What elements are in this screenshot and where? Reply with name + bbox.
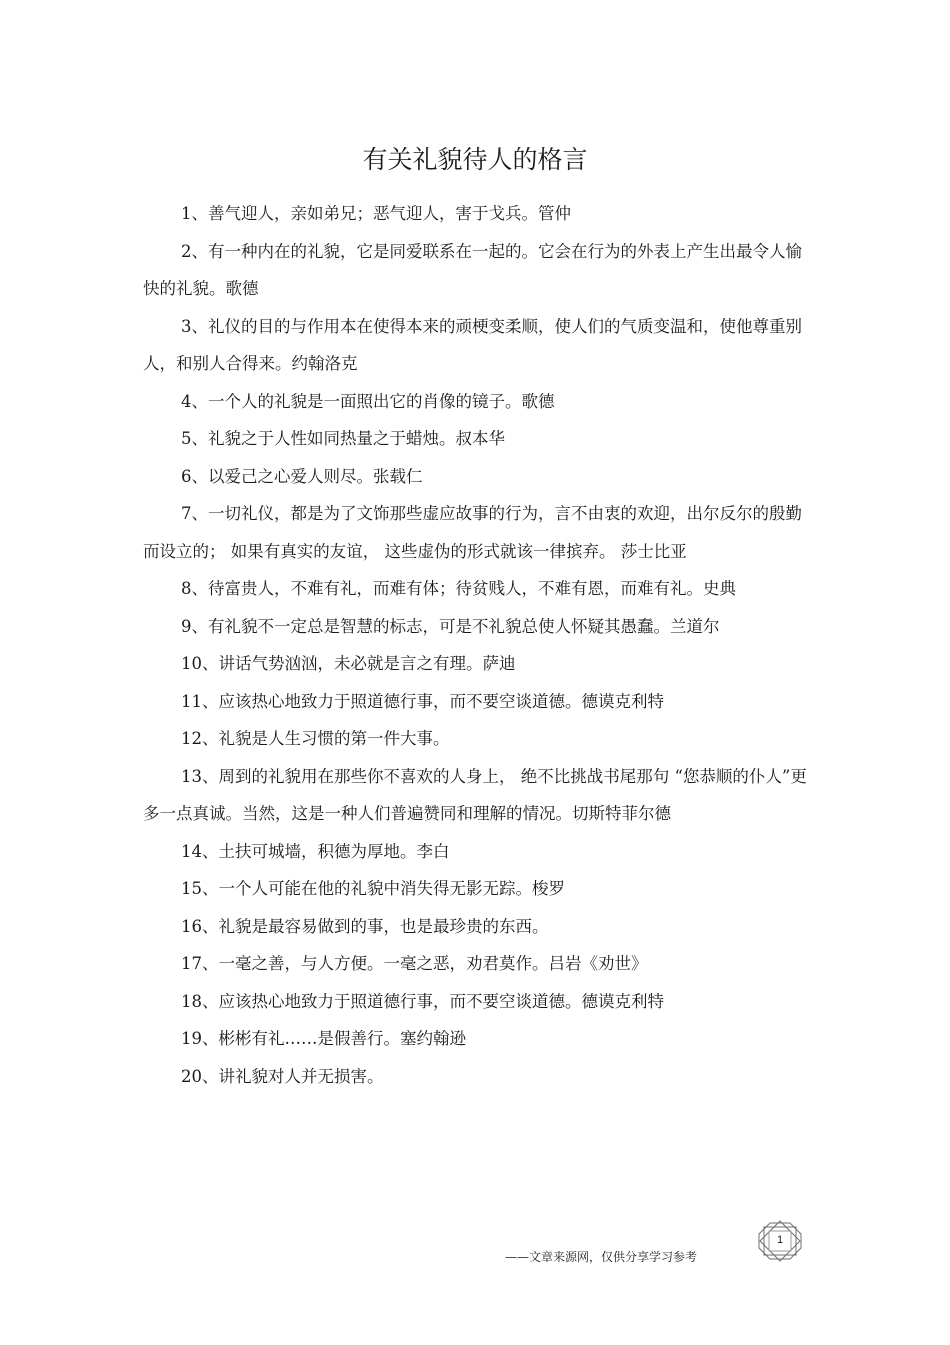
list-item: 15、一个人可能在他的礼貌中消失得无影无踪。梭罗 xyxy=(181,879,565,898)
list-item: 11、应该热心地致力于照道德行事，而不要空谈道德。德谟克利特 xyxy=(181,691,664,711)
footer-source-note: ——文章来源网，仅供分享学习参考 xyxy=(505,1250,698,1264)
page-title: 有关礼貌待人的格言 xyxy=(362,145,588,174)
list-item: 6、以爱己之心爱人则尽。张载仁 xyxy=(181,466,423,486)
quote-list xyxy=(143,195,807,1095)
page-number: 1 xyxy=(776,1234,784,1246)
list-item: 2、有一种内在的礼貌，它是同爱联系在一起的。它会在行为的外表上产生出最令人愉快的礼貌。歌德 xyxy=(143,241,802,298)
list-item: 4、一个人的礼貌是一面照出它的肖像的镜子。歌德 xyxy=(181,391,555,411)
list-item: 3、礼仪的目的与作用本在使得本来的顽梗变柔顺，使人们的气质变温和，使他尊重别人，和别人合得来。约翰洛克 xyxy=(143,316,802,373)
list-item: 12、礼貌是人生习惯的第一件大事。 xyxy=(181,729,450,748)
list-item: 1、善气迎人，亲如弟兄；恶气迎人，害于戈兵。管仲 xyxy=(181,204,571,223)
list-item: 20、讲礼貌对人并无损害。 xyxy=(181,1066,384,1086)
list-item: 8、待富贵人，不难有礼，而难有体；待贫贱人，不难有恩，而难有礼。史典 xyxy=(181,579,736,598)
list-item: 16、礼貌是最容易做到的事，也是最珍贵的东西。 xyxy=(181,916,549,936)
list-item: 5、礼貌之于人性如同热量之于蜡烛。叔本华 xyxy=(181,429,505,448)
list-item: 18、应该热心地致力于照道德行事，而不要空谈道德。德谟克利特 xyxy=(181,991,664,1011)
list-item: 17、一毫之善，与人方便。一毫之恶，劝君莫作。吕岩《劝世》 xyxy=(181,954,648,973)
list-item: 10、讲话气势汹汹，未必就是言之有理。萨迪 xyxy=(181,654,516,673)
page-number-badge xyxy=(756,1220,804,1262)
list-item: 7、一切礼仪，都是为了文饰那些虚应故事的行为，言不由衷的欢迎，出尔反尔的殷勤而设立的； 如果有真实的友谊， 这些虚伪的形式就该一律摈弃。 莎士比亚 xyxy=(143,504,802,561)
list-item: 9、有礼貌不一定总是智慧的标志，可是不礼貌总使人怀疑其愚蠢。兰道尔 xyxy=(181,616,720,636)
list-item: 13、周到的礼貌用在那些你不喜欢的人身上， 绝不比挑战书尾那句 “您恭顺的仆人”更多一点真诚。当然，这是一种人们普遍赞同和理解的情况。切斯特菲尔德 xyxy=(143,766,807,823)
list-item: 14、土扶可城墙，积德为厚地。李白 xyxy=(181,841,450,861)
list-item: 19、彬彬有礼……是假善行。塞约翰逊 xyxy=(181,1029,466,1048)
